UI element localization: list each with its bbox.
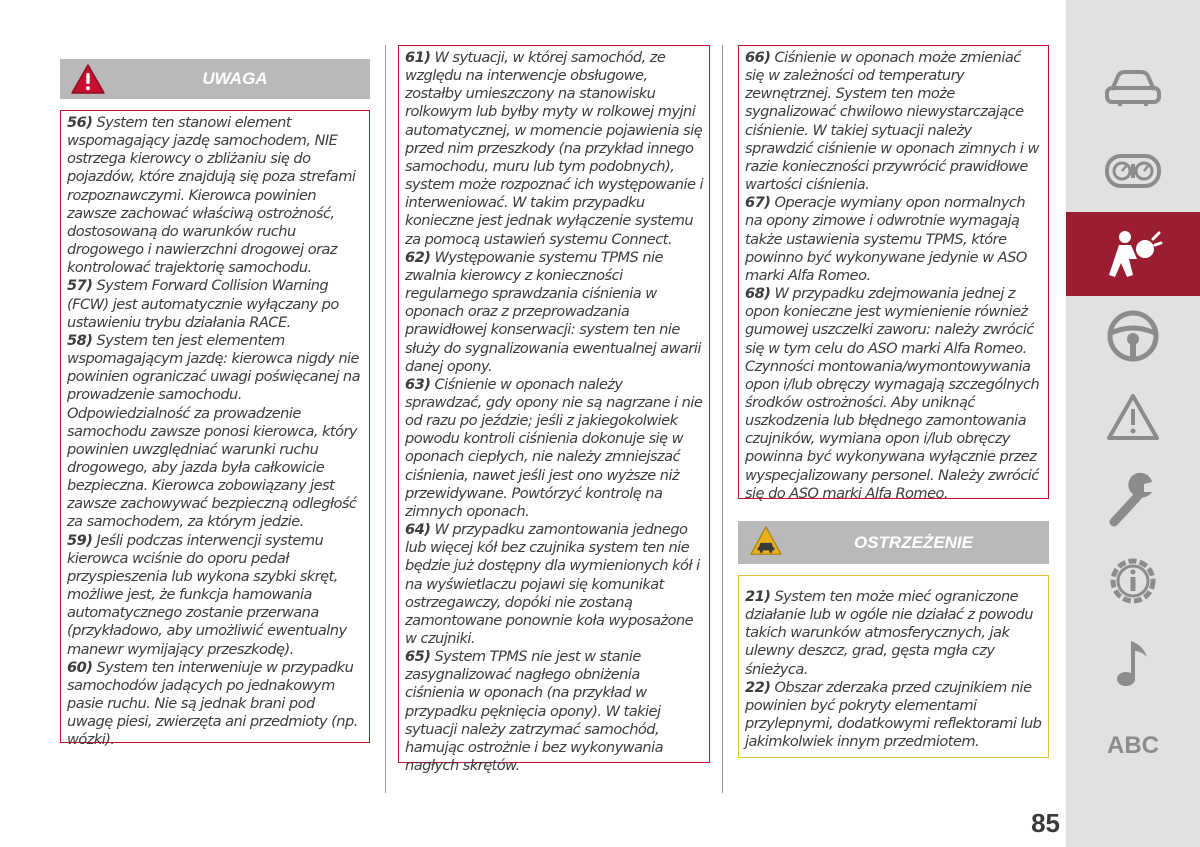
music-note-icon — [1111, 637, 1155, 691]
sidebar-item-index[interactable] — [1066, 706, 1200, 786]
sidebar-item-maintenance[interactable] — [1066, 460, 1200, 540]
sidebar-abc-label: ABC — [1107, 732, 1159, 759]
warning-heading-bar — [60, 59, 370, 99]
info-gear-icon — [1105, 553, 1161, 609]
note-61: 61) W sytuacji, w której samochód, ze względu na interwencje obsługowe, zostałby umieszczony na stanowisku rolkowym lub byłby myty w rolkowej myjni automatycznej, w momencie pojawienia się przed nim przeszkody (na przykład innego samochodu, muru lub tym podobnych), system może rozpoznać ich występowanie i interweniować. W takim przypadku konieczne jest jednak wyłączenie systemu za pomocą ustawień systemu Connect. — [405, 49, 704, 248]
note-59: 59) Jeśli podczas interwencji systemu kierowca wciśnie do oporu pedał przyspieszenia lub wykona szybki skręt, możliwe jest, że funkcja hamowania automatycznego zostanie przerwana (przykładowo, aby umożliwić ewentualny manewr wymijający przeszkodę). — [67, 531, 347, 658]
sidebar-item-safety[interactable] — [1066, 212, 1200, 296]
note-58: 58) System ten jest elementem wspomagającym jazdę: kierowca nigdy nie powinien ograniczać uwagi poświęcanej na prowadzenie samochodu. Odpowiedzialność za prowadzenie samochodu zawsze ponosi kierowca, który powinien uwzględniać warunki ruchu drogowego, aby jazda była całkowicie bezpieczna. Kierowca zobowiązany jest zawsze zachowywać bezpieczną odległość za samochodem, za którym jedzie. — [67, 331, 361, 531]
warning-heading: UWAGA — [202, 69, 268, 88]
note-21: 21) System ten może mieć ograniczone działanie lub w ogóle nie działać z powodu takich warunków atmosferycznych, jak ulewny deszcz, grad, gęsta mgła czy śnieżyca. — [745, 588, 1033, 678]
warning-triangle-icon — [1105, 392, 1161, 442]
note-68: 68) W przypadku zdejmowania jednej z opon konieczne jest wymienienie również gumowej uszczelki zaworu: należy zwrócić się w tym celu do ASO marki Alfa Romeo. Czynności montowania/wymontowywania opon i/lub obręczy wymagają szczególnych środków ostrożności. Aby uniknąć uszkodzenia lub błędnego zamontowania czujników, wymiana opon i/lub obręczy powinna być wykonywana wyłącznie przez wyspecjalizowany personel. Należy zwrócić się do ASO marki Alfa Romeo. — [745, 285, 1040, 502]
sidebar-item-technical-data[interactable] — [1066, 541, 1200, 621]
note-63: 63) Ciśnienie w oponach należy sprawdzać, gdy opony nie są nagrzane i nie od razu po jeździe; jeśli z jakiegokolwiek powodu kontroli ciśnienia dokonuje się w oponach ciepłych, nie należy zmniejszać ciśnienia, nawet jeśli jest ono wyższe niż przewidywane. Powtórzyć kontrolę na zimnych oponach. — [405, 375, 703, 520]
sidebar-item-warning[interactable] — [1066, 377, 1200, 457]
sidebar-item-dashboard[interactable] — [1066, 131, 1200, 211]
column-divider-left — [385, 45, 386, 793]
caution-heading-bar — [738, 521, 1049, 564]
column-divider-right — [722, 45, 723, 793]
car-icon — [1104, 68, 1162, 108]
note-62: 62) Występowanie systemu TPMS nie zwalnia kierowcy z konieczności regularnego sprawdzania ciśnienia w oponach oraz z przeprowadzania prawidłowej konserwacji: system ten nie służy do sygnalizowania ewentualnej awarii danej opony. — [405, 248, 701, 375]
wrench-icon — [1106, 472, 1160, 528]
airbag-safety-icon — [1103, 227, 1163, 281]
sidebar-item-multimedia[interactable] — [1066, 624, 1200, 704]
sidebar-item-steering[interactable] — [1066, 296, 1200, 376]
warning-notes-box-3 — [738, 45, 1049, 502]
note-67: 67) Operacje wymiany opon normalnych na opony zimowe i odwrotnie wymagają także ustawienia systemu TPMS, które powinno być wykonywane jedynie w ASO marki Alfa Romeo. — [745, 194, 1027, 284]
note-65: 65) System TPMS nie jest w stanie zasygnalizować nagłego obniżenia ciśnienia w oponach (na przykład w przypadku pęknięcia opony). W takiej sytuacji należy zatrzymać samochód, hamując ostrożnie i bez wykonywania nagłych skrętów. — [405, 648, 664, 775]
sidebar-item-car[interactable] — [1066, 48, 1200, 128]
page-number: 85 — [1031, 808, 1060, 838]
steering-wheel-icon — [1106, 309, 1160, 363]
note-56: 56) System ten stanowi element wspomagający jazdę samochodem, NIE ostrzega kierowcy o zbliżaniu się do pojazdów, które znajdują się poza strefami rozpoznawczymi. Kierowca powinien zawsze zachować właściwą ostrożność, dostosowaną do warunków ruchu drogowego i nawierzchni drogowej oraz kontrolować trajektorię samochodu. — [67, 114, 356, 277]
dashboard-icon — [1104, 151, 1162, 191]
note-64: 64) W przypadku zamontowania jednego lub więcej kół bez czujnika system ten nie będzie już dostępny dla wymienionych kół i na wyświetlaczu pojawi się komunikat ostrzegawczy, dopóki nie zostaną zamontowane ponownie koła wyposażone w czujniki. — [405, 521, 700, 647]
caution-notes-box — [738, 575, 1049, 758]
note-22: 22) Obszar zderzaka przed czujnikiem nie powinien być pokryty elementami przylepnymi, dodatkowymi reflektorami lub jakimkolwiek innym przedmiotem. — [745, 678, 1042, 751]
note-66: 66) Ciśnienie w oponach może zmieniać się w zależności od temperatury zewnętrznej. System ten może sygnalizować chwilowo niewystarczające ciśnienie. W takiej sytuacji należy sprawdzić ciśnienie w oponach zimnych i w razie konieczności przywrócić prawidłowe wartości ciśnienia. — [745, 49, 1039, 194]
note-57: 57) System Forward Collision Warning (FCW) jest automatycznie wyłączany po ustawieniu trybu działania RACE. — [67, 277, 339, 331]
warning-notes-box — [60, 110, 370, 749]
note-60: 60) System ten interweniuje w przypadku samochodów jadących po jednakowym pasie ruchu. Nie są jednak brani pod uwagę piesi, zwierzęta ani przedmioty (np. wózki). — [67, 658, 358, 749]
chapter-sidebar — [1066, 0, 1200, 847]
warning-notes-box-2 — [398, 45, 710, 775]
caution-heading: OSTRZEŻENIE — [853, 533, 973, 552]
